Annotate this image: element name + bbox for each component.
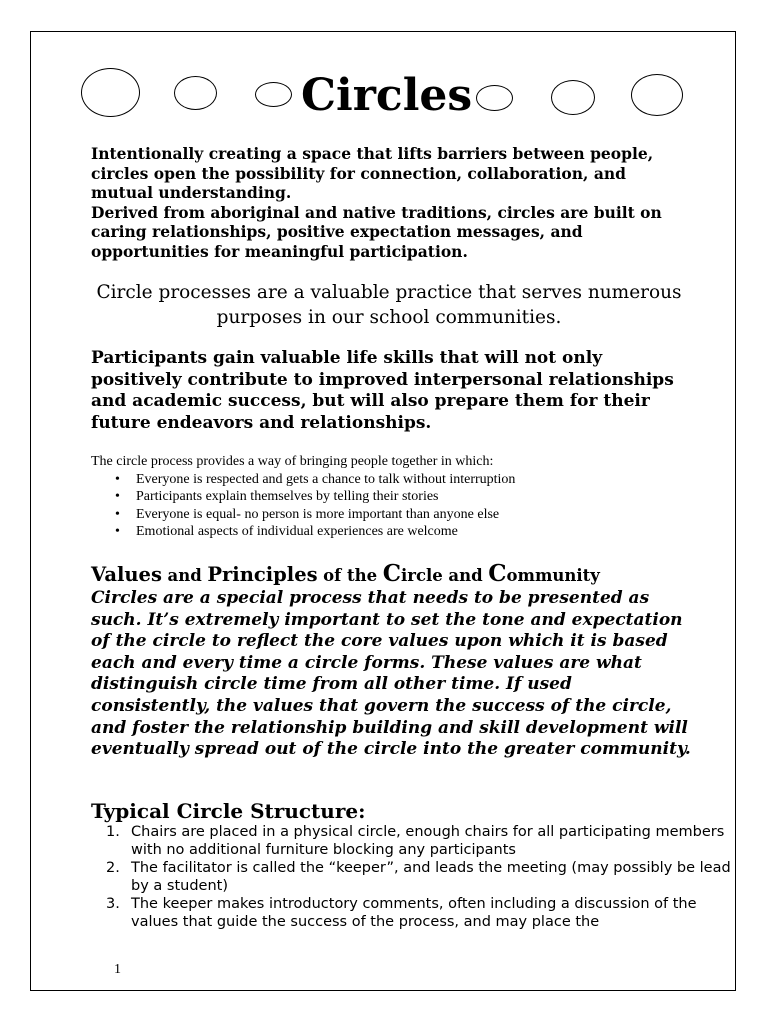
values-heading-initial: C — [382, 560, 402, 587]
decorative-circle-medium-left — [174, 76, 217, 110]
intro-paragraph-2: Derived from aboriginal and native traditions, circles are built on caring relationships, positive expectation messages, and opportunities for meaningful participation. — [91, 202, 662, 261]
process-list-item: • Everyone is equal- no person is more important than anyone else — [136, 506, 691, 524]
structure-heading: Typical Circle Structure: — [91, 799, 366, 823]
process-list-item: • Emotional aspects of individual experiences are welcome — [136, 523, 691, 541]
values-heading-word: ircle — [401, 566, 443, 585]
decorative-circle-large-right — [631, 74, 683, 116]
page-title: Circles — [301, 70, 473, 121]
structure-list-item — [106, 823, 736, 859]
page-number: 1 — [114, 962, 121, 977]
structure-list — [91, 823, 736, 931]
structure-item-text: Chairs are placed in a physical circle, enough chairs for all participating members with no additional furniture blocking any participants — [131, 824, 725, 858]
values-heading-initial: C — [488, 560, 507, 587]
intro-paragraph-1: Intentionally creating a space that lifts barriers between people, circles open the possibility for connection, collaboration, and mutual understanding. — [91, 144, 654, 202]
values-heading-word: of the — [323, 566, 378, 585]
process-list — [91, 471, 691, 541]
structure-list-item — [106, 859, 736, 895]
values-heading-word: Values — [91, 563, 162, 586]
structure-item-number: 2. — [106, 860, 120, 876]
values-body: Circles are a special process that needs to be presented as such. It’s extremely important to set the tone and expectation of the circle to reflect the core values upon which it is based each and every time a circle forms. These values are what distinguish circle time from all other time. If used consistently, the values that govern the success of the circle, and foster the relationship building and skill development will eventually spread out of the circle into the greater community. — [91, 588, 691, 760]
values-heading-word: ommunity — [506, 566, 600, 585]
values-heading — [91, 560, 711, 590]
document-page — [30, 31, 736, 991]
purpose-statement: Circle processes are a valuable practice that serves numerous purposes in our school communities. — [96, 282, 682, 328]
structure-list-item — [106, 895, 736, 931]
values-heading-word: and — [448, 566, 483, 585]
structure-item-number: 1. — [106, 824, 120, 840]
process-section — [91, 453, 691, 541]
structure-item-number: 3. — [106, 896, 120, 912]
structure-item-text: The keeper makes introductory comments, often including a discussion of the values that guide the success of the process, and may place the — [131, 896, 697, 930]
structure-item-text: The facilitator is called the “keeper”, and leads the meeting (may possibly be lead by a student) — [131, 860, 731, 894]
decorative-circle-large-left — [81, 68, 140, 117]
decorative-circle-small-right — [476, 85, 513, 111]
values-heading-word: and — [167, 566, 202, 585]
decorative-circle-medium-right — [551, 80, 595, 115]
process-lead: The circle process provides a way of bringing people together in which: — [91, 454, 494, 469]
values-heading-word: Principles — [207, 563, 318, 586]
decorative-circle-small-left — [255, 82, 292, 107]
process-list-item: • Participants explain themselves by telling their stories — [136, 488, 691, 506]
skills-statement: Participants gain valuable life skills that will not only positively contribute to improved interpersonal relationships and academic success, but will also prepare them for their future endeavors and relationships. — [91, 348, 674, 433]
process-list-item: • Everyone is respected and gets a chance to talk without interruption — [136, 471, 691, 489]
intro-section — [91, 144, 691, 261]
